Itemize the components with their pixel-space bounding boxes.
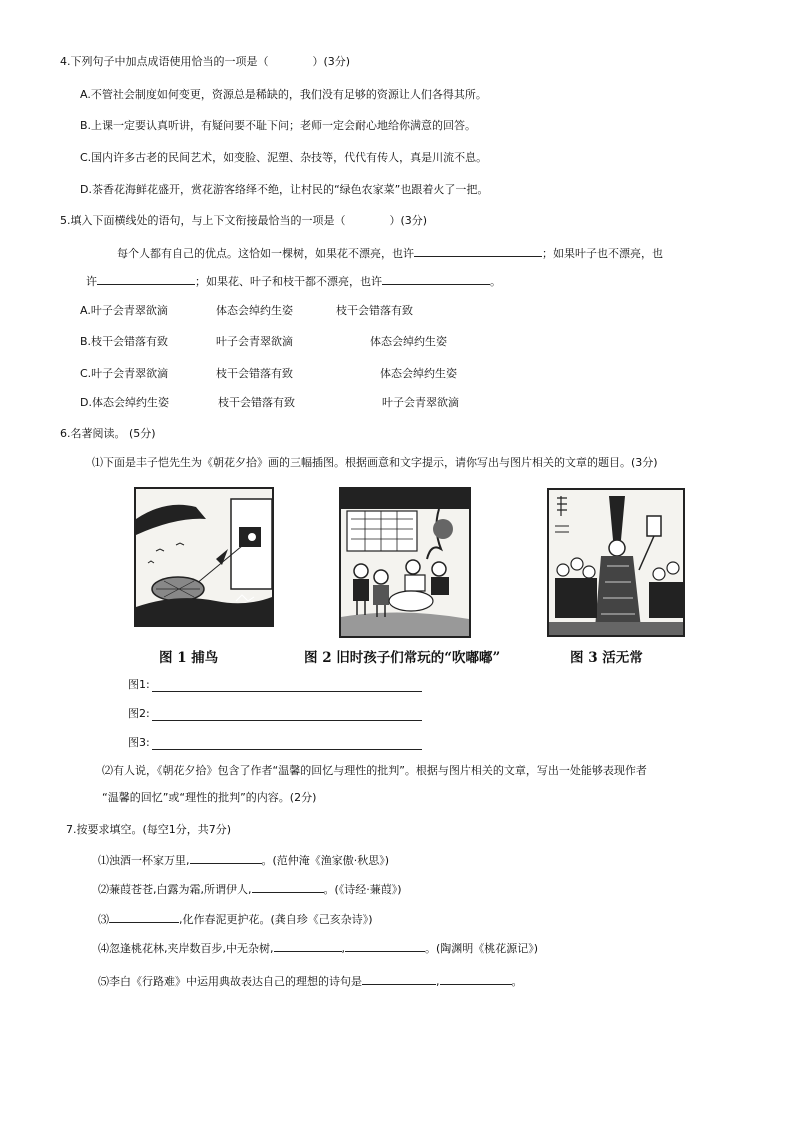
answer-label-3: 图3: <box>128 736 150 749</box>
q7-blank-2[interactable] <box>252 880 324 893</box>
q6-sub1: ⑴下面是丰子恺先生为《朝花夕拾》画的三幅插图。根据画意和文字提示，请你写出与图片相关的文章的题目。(3分) <box>92 456 658 469</box>
q5-option-b: B.枝干会错落有致 <box>80 335 169 348</box>
caption-figure-2: 图 2 旧时孩子们常玩的“吹嘟嘟” <box>304 650 501 666</box>
illustration-wuchang <box>547 488 685 637</box>
q5-option-c: C.叶子会青翠欲滴 <box>80 367 169 380</box>
q4-option-b: B.上课一定要认真听讲，有疑问要不耻下问；老师一定会耐心地给你满意的回答。 <box>80 119 477 132</box>
q4-stem: 4.下列句子中加点成语使用恰当的一项是（ ）(3分) <box>60 55 351 68</box>
q7-blank-6[interactable] <box>362 972 436 985</box>
q6-sub2-line2: “温馨的回忆”或“理性的批判”的内容。(2分) <box>102 791 317 804</box>
q5-blank-3[interactable] <box>382 272 490 285</box>
q6-sub2-line1: ⑵有人说，《朝花夕拾》包含了作者“温馨的回忆与理性的批判”。根据与图片相关的文章，写出一处能够表现作者 <box>102 764 647 777</box>
q7-blank-7[interactable] <box>440 972 512 985</box>
q7-item-5: ⑸李白《行路难》中运用典故表达自己的理想的诗句是 , 。 <box>98 972 523 990</box>
q4-option-a: A.不管社会制度如何变更，资源总是稀缺的，我们没有足够的资源让人们各得其所。 <box>80 88 487 101</box>
illustration-children-playing <box>339 487 471 638</box>
q6-stem: 6.名著阅读。 (5分) <box>60 427 156 440</box>
q4-option-d: D.茶香花海鲜花盛开，赏花游客络绎不绝，让村民的“绿色农家菜”也跟着火了一把。 <box>80 183 489 196</box>
q7-blank-3[interactable] <box>109 910 179 923</box>
q4-option-c: C.国内许多古老的民间艺术，如变脸、泥塑、杂技等，代代有传人，真是川流不息。 <box>80 151 488 164</box>
answer-line-3[interactable] <box>152 748 422 750</box>
answer-line-1[interactable] <box>152 690 422 692</box>
caption-figure-3: 图 3 活无常 <box>570 650 643 666</box>
q7-blank-4[interactable] <box>274 939 342 952</box>
q5-blank-1[interactable] <box>414 244 542 257</box>
q7-blank-5[interactable] <box>345 939 425 952</box>
answer-label-1: 图1: <box>128 678 150 691</box>
q5-blank-2[interactable] <box>97 272 195 285</box>
q5-option-d: D.体态会绰约生姿 <box>80 396 169 409</box>
q7-stem: 7.按要求填空。(每空1分，共7分) <box>66 823 232 836</box>
q5-paragraph-line2: 许 ；如果花、叶子和枝干都不漂亮，也许 。 <box>86 272 501 290</box>
answer-line-2[interactable] <box>152 719 422 721</box>
q7-item-4: ⑷忽逢桃花林,夹岸数百步,中无杂树, , 。(陶渊明《桃花源记》) <box>98 939 538 957</box>
q7-item-1: ⑴浊酒一杯家万里, 。(范仲淹《渔家傲·秋思》) <box>98 851 389 869</box>
q5-stem: 5.填入下面横线处的语句，与上下文衔接最恰当的一项是（ ）(3分) <box>60 214 428 227</box>
caption-figure-1: 图 1 捕鸟 <box>159 650 219 666</box>
q7-item-2: ⑵蒹葭苍苍,白露为霜,所谓伊人, 。(《诗经·蒹葭》) <box>98 880 402 898</box>
answer-label-2: 图2: <box>128 707 150 720</box>
q5-option-a: A.叶子会青翠欲滴 <box>80 304 168 317</box>
q7-blank-1[interactable] <box>190 851 262 864</box>
q7-item-3: ⑶ ,化作春泥更护花。(龚自珍《己亥杂诗》) <box>98 910 373 928</box>
q5-paragraph-line1: 每个人都有自己的优点。这恰如一棵树，如果花不漂亮，也许 ；如果叶子也不漂亮，也 <box>117 244 663 262</box>
illustration-catching-birds <box>134 487 274 627</box>
